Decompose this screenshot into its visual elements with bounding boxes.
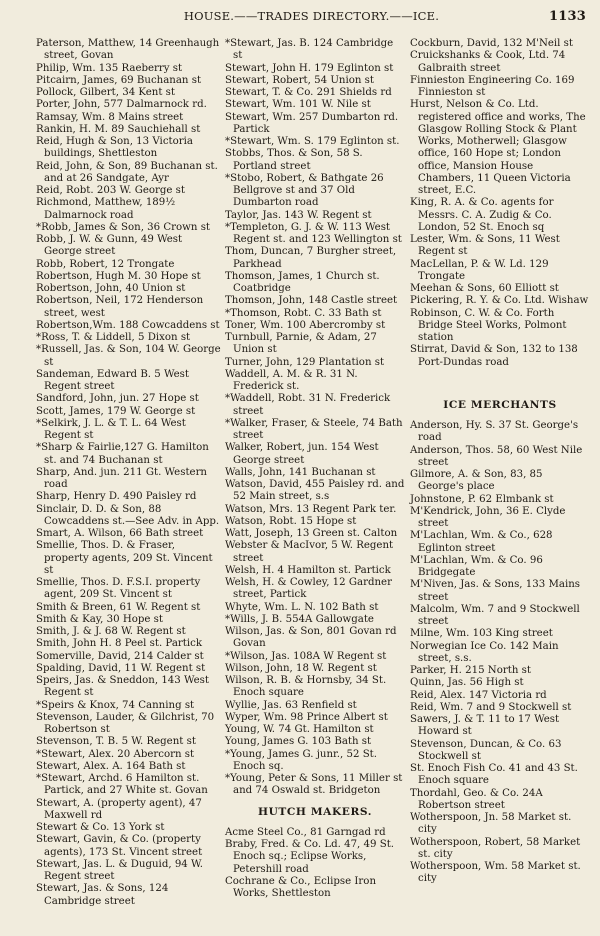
directory-entry: Watson, Robt. 15 Hope st xyxy=(225,515,357,527)
directory-entry: Stobbs, Thos. & Son, 58 S. Portland street xyxy=(225,148,363,172)
directory-entry: Rankin, H. M. 89 Sauchiehall st xyxy=(36,123,201,135)
directory-entry: Speirs, Jas. & Sneddon, 143 West Regent st xyxy=(36,675,209,699)
directory-entry: Stewart, Jas. & Sons, 124 Cambridge street xyxy=(36,883,169,907)
directory-entry: Toner, Wm. 100 Abercromby st xyxy=(225,319,386,331)
directory-entry: Robb, Robert, 12 Trongate xyxy=(36,258,175,270)
directory-entry: Smellie, Thos. D. F.S.I. property agent, 209 St. Vincent st xyxy=(36,577,201,601)
directory-entry: Sinclair, D. D. & Son, 88 Cowcaddens st.—See Adv. in App. xyxy=(36,503,220,527)
directory-entry: *Sharp & Fairlie,127 G. Hamilton st. and 74 Buchanan st xyxy=(36,442,209,466)
directory-entry: Thom, Duncan, 7 Burgher street, Parkhead xyxy=(225,246,397,270)
directory-entry: Sandford, John, jun. 27 Hope st xyxy=(36,393,199,405)
directory-entry: Robertson,Wm. 188 Cowcaddens st xyxy=(36,319,220,331)
directory-entry: Reid, Hugh & Son, 13 Victoria buildings, Shettleston xyxy=(36,136,193,160)
directory-entry: Smart, A. Wilson, 66 Bath street xyxy=(36,528,204,539)
directory-entry: Norwegian Ice Co. 142 Main street, s.s. xyxy=(410,640,559,664)
directory-entry: Thordahl, Geo. & Co. 24A Robertson street xyxy=(410,787,543,811)
directory-entry: Smith, John H. 8 Peel st. Partick xyxy=(36,638,203,650)
directory-entry: Stewart, Robert, 54 Union st xyxy=(225,74,374,86)
directory-entry: Thomson, John, 148 Castle street xyxy=(225,295,398,307)
directory-entry: MacLellan, P. & W. Ld. 129 Trongate xyxy=(410,258,549,282)
running-title: HOUSE.——TRADES DIRECTORY.——ICE. xyxy=(183,9,440,23)
directory-entry: Anderson, Thos. 58, 60 West Nile street xyxy=(410,444,583,468)
directory-entry: *Stewart, Wm. S. 179 Eglinton st. xyxy=(225,136,400,147)
directory-entry: Reid, Alex. 147 Victoria rd xyxy=(410,689,547,701)
directory-entry: Stewart, Wm. 257 Dumbarton rd. Partick xyxy=(225,111,399,135)
directory-entry: Wilson, R. B. & Hornsby, 34 St. Enoch square xyxy=(225,675,387,699)
directory-entry: Robertson, John, 40 Union st xyxy=(36,283,186,294)
directory-entry: Stewart, Gavin, & Co. (property agents), 173 St. Vincent street xyxy=(36,834,203,858)
directory-entry: Stevenson, T. B. 5 W. Regent st xyxy=(36,736,196,748)
directory-entry: Stewart, A. (property agent), 47 Maxwell rd xyxy=(36,797,202,821)
directory-entry: Ramsay, Wm. 8 Mains street xyxy=(36,111,184,123)
directory-entry: Wilson, Jas. & Son, 801 Govan rd Govan xyxy=(225,626,397,650)
directory-entry: Wotherspoon, Jn. 58 Market st. city xyxy=(410,812,572,836)
directory-entry: Waddell, A. M. & R. 31 N. Frederick st. xyxy=(225,368,358,392)
directory-entry: King, R. A. & Co. agents for Messrs. C. A. Zudig & Co. London, 52 St. Enoch sq xyxy=(410,197,554,233)
directory-entry: Parker, H. 215 North st xyxy=(410,665,531,676)
directory-entry: *Waddell, Robt. 31 N. Frederick street xyxy=(225,393,391,417)
directory-entry: *Stewart, Jas. B. 124 Cambridge st xyxy=(225,38,394,62)
directory-entry: Cochrane & Co., Eclipse Iron Works, Shettleston xyxy=(225,875,377,899)
directory-entry: Welsh, H. & Cowley, 12 Gardner street, Partick xyxy=(225,577,392,601)
directory-entry: Pollock, Gilbert, 34 Kent st xyxy=(36,87,176,98)
directory-entry: Sawers, J. & T. 11 to 17 West Howard st xyxy=(410,714,560,738)
directory-entry: St. Enoch Fish Co. 41 and 43 St. Enoch square xyxy=(410,763,578,787)
directory-entry: Meehan & Sons, 60 Elliott st xyxy=(410,283,559,294)
directory-entry: Walls, John, 141 Buchanan st xyxy=(225,466,376,478)
directory-entry: Hurst, Nelson & Co. Ltd. registered office and works, The Glasgow Rolling Stock & Plant Works, Motherwell; Glasgow office, 160 Hope st; London office, Mansion House Chambers, 11 Queen Victoria street, E.C. xyxy=(410,99,586,196)
directory-entry: Robinson, C. W. & Co. Forth Bridge Steel Works, Polmont station xyxy=(410,307,567,343)
directory-entry: Paterson, Matthew, 14 Greenhaugh street, Govan xyxy=(36,38,220,62)
directory-entry: Smith, J. & J. 68 W. Regent st xyxy=(36,626,186,637)
directory-entry: Wotherspoon, Wm. 58 Market st. city xyxy=(410,861,581,885)
directory-entry: Wyper, Wm. 98 Prince Albert st xyxy=(225,711,388,723)
directory-entry: *Speirs & Knox, 74 Canning st xyxy=(36,699,195,711)
directory-entry: Watson, Mrs. 13 Regent Park ter. xyxy=(225,503,397,515)
directory-entry: Welsh, H. 4 Hamilton st. Partick xyxy=(225,564,391,576)
directory-entry: Sandeman, Edward B. 5 West Regent street xyxy=(36,368,189,392)
column-3 xyxy=(410,38,590,886)
directory-entry: Watt, Joseph, 13 Green st. Calton xyxy=(225,528,398,539)
directory-entry: Stevenson, Lauder, & Gilchrist, 70 Robertson st xyxy=(36,711,215,735)
directory-entry: *Templeton, G. J. & W. 113 West Regent st. and 123 Wellington st xyxy=(225,221,402,245)
page-number: 1133 xyxy=(549,9,586,24)
directory-entry: M'Lachlan, Wm. & Co., 628 Eglinton street xyxy=(410,530,553,554)
directory-entry: *Robb, James & Son, 36 Crown st xyxy=(36,221,211,233)
directory-entry: Pitcairn, James, 69 Buchanan st xyxy=(36,74,202,86)
section-heading: ICE MERCHANTS xyxy=(443,398,557,411)
page-header xyxy=(34,9,586,29)
column-1 xyxy=(36,38,222,908)
directory-entry: *Walker, Fraser, & Steele, 74 Bath street xyxy=(225,417,403,441)
directory-entry: Spalding, David, 11 W. Regent st xyxy=(36,662,206,674)
directory-entry: Webster & MacIvor, 5 W. Regent street xyxy=(225,540,394,564)
directory-entry: Richmond, Matthew, 189½ Dalmarnock road xyxy=(36,197,176,221)
directory-entry: Watson, David, 455 Paisley rd. and 52 Main street, s.s xyxy=(225,479,405,503)
directory-entry: Taylor, Jas. 143 W. Regent st xyxy=(225,209,372,221)
directory-entry: Young, James G. 103 Bath st xyxy=(225,736,372,748)
directory-entry: Porter, John, 577 Dalmarnock rd. xyxy=(36,99,207,111)
directory-entry: Quinn, Jas. 56 High st xyxy=(410,677,524,689)
directory-entry: Pickering, R. Y. & Co. Ltd. Wishaw xyxy=(410,295,589,307)
directory-entry: Whyte, Wm. L. N. 102 Bath st xyxy=(225,601,379,613)
directory-entry: Smith & Kay, 30 Hope st xyxy=(36,613,163,625)
directory-entry: *Thomson, Robt. C. 33 Bath st xyxy=(225,307,382,319)
directory-entry: Milne, Wm. 103 King street xyxy=(410,628,553,640)
directory-entry: Robertson, Hugh M. 30 Hope st xyxy=(36,270,201,282)
directory-entry: Scott, James, 179 W. George st xyxy=(36,405,196,417)
directory-entry: Stewart, Wm. 101 W. Nile st xyxy=(225,99,371,111)
directory-entry: *Stewart, Archd. 6 Hamilton st. Partick, and 27 White st. Govan xyxy=(36,773,208,797)
directory-entry: Sharp, And. jun. 211 Gt. Western road xyxy=(36,466,207,490)
directory-entry: Lester, Wm. & Sons, 11 West Regent st xyxy=(410,234,560,258)
directory-entry: *Selkirk, J. L. & T. L. 64 West Regent st xyxy=(36,417,186,441)
directory-entry: *Young, James G. junr., 52 St. Enoch sq. xyxy=(225,748,378,772)
directory-entry: Cockburn, David, 132 M'Neil st xyxy=(410,38,573,49)
directory-entry: *Ross, T. & Liddell, 5 Dixon st xyxy=(36,332,191,343)
directory-entry: Robertson, Neil, 172 Henderson street, west xyxy=(36,295,204,319)
directory-entry: Reid, John, & Son, 89 Buchanan st. and at 26 Sandgate, Ayr xyxy=(36,160,218,184)
directory-entry: Wotherspoon, Robert, 58 Market st. city xyxy=(410,836,581,860)
directory-entry: Young, W. 74 Gt. Hamilton st xyxy=(225,724,374,735)
directory-entry: *Wills, J. B. 554A Gallowgate xyxy=(225,613,374,625)
directory-entry: Johnstone, P. 62 Elmbank st xyxy=(410,493,554,505)
directory-entry: Gilmore, A. & Son, 83, 85 George's place xyxy=(410,469,543,493)
directory-entry: Somerville, David, 214 Calder st xyxy=(36,650,204,662)
directory-entry: Anderson, Hy. S. 37 St. George's road xyxy=(410,420,579,444)
directory-entry: M'Lachlan, Wm. & Co. 96 Bridgegate xyxy=(410,554,543,578)
directory-entry: M'Kendrick, John, 36 E. Clyde street xyxy=(410,505,566,529)
directory-entry: Malcolm, Wm. 7 and 9 Stockwell street xyxy=(410,603,580,627)
directory-entry: *Stobo, Robert, & Bathgate 26 Bellgrove st and 37 Old Dumbarton road xyxy=(225,172,384,209)
directory-entry: Wyllie, Jas. 63 Renfield st xyxy=(225,699,357,711)
directory-entry: Smellie, Thos. D. & Fraser, property agents, 209 St. Vincent st xyxy=(36,540,213,576)
directory-entry: Cruickshanks & Cook, Ltd. 74 Galbraith street xyxy=(410,50,566,74)
directory-entry: Braby, Fred. & Co. Ld. 47, 49 St. Enoch sq.; Eclipse Works, Petershill road xyxy=(225,839,395,875)
directory-entry: Philip, Wm. 135 Raeberry st xyxy=(36,62,183,74)
directory-entry: Robb, J. W. & Gunn, 49 West George street xyxy=(36,234,183,258)
directory-entry: *Wilson, Jas. 108A W Regent st xyxy=(225,650,387,662)
directory-entry: Thomson, James, 1 Church st. Coatbridge xyxy=(225,270,380,294)
directory-entry: *Young, Peter & Sons, 11 Miller st and 74 Oswald st. Bridgeton xyxy=(225,773,403,797)
column-2 xyxy=(225,38,405,900)
directory-entry: Sharp, Henry D. 490 Paisley rd xyxy=(36,491,197,503)
directory-entry: *Stewart, Alex. 20 Abercorn st xyxy=(36,748,195,760)
directory-entry: Turner, John, 129 Plantation st xyxy=(225,356,385,368)
directory-entry: Reid, Robt. 203 W. George st xyxy=(36,185,185,196)
directory-entry: Stirrat, David & Son, 132 to 138 Port-Dundas road xyxy=(410,344,578,368)
directory-entry: Stewart, Jas. L. & Duguid, 94 W. Regent street xyxy=(36,858,203,882)
directory-entry: Stewart & Co. 13 York st xyxy=(36,822,165,833)
directory-entry: Walker, Robert, jun. 154 West George street xyxy=(225,442,379,466)
section-spacer xyxy=(410,369,590,391)
directory-entry: Stewart, John H. 179 Eglinton st xyxy=(225,62,394,74)
directory-entry: *Russell, Jas. & Son, 104 W. George st xyxy=(36,344,221,368)
directory-entry: Reid, Wm. 7 and 9 Stockwell st xyxy=(410,701,572,713)
directory-entry: Stewart, T. & Co. 291 Shields rd xyxy=(225,87,392,98)
directory-entry: Acme Steel Co., 81 Garngad rd xyxy=(225,826,386,838)
directory-entry: Stewart, Alex. A. 164 Bath st xyxy=(36,760,186,772)
directory-entry: Finnieston Engineering Co. 169 Finnieston st xyxy=(410,74,575,98)
directory-entry: Stevenson, Duncan, & Co. 63 Stockwell st xyxy=(410,738,562,762)
directory-entry: Wilson, John, 18 W. Regent st xyxy=(225,662,377,674)
section-heading: HUTCH MAKERS. xyxy=(257,805,373,818)
directory-entry: Smith & Breen, 61 W. Regent st xyxy=(36,601,201,613)
directory-entry: Turnbull, Parnie, & Adam, 27 Union st xyxy=(225,332,377,356)
directory-entry: M'Niven, Jas. & Sons, 133 Mains street xyxy=(410,579,581,603)
